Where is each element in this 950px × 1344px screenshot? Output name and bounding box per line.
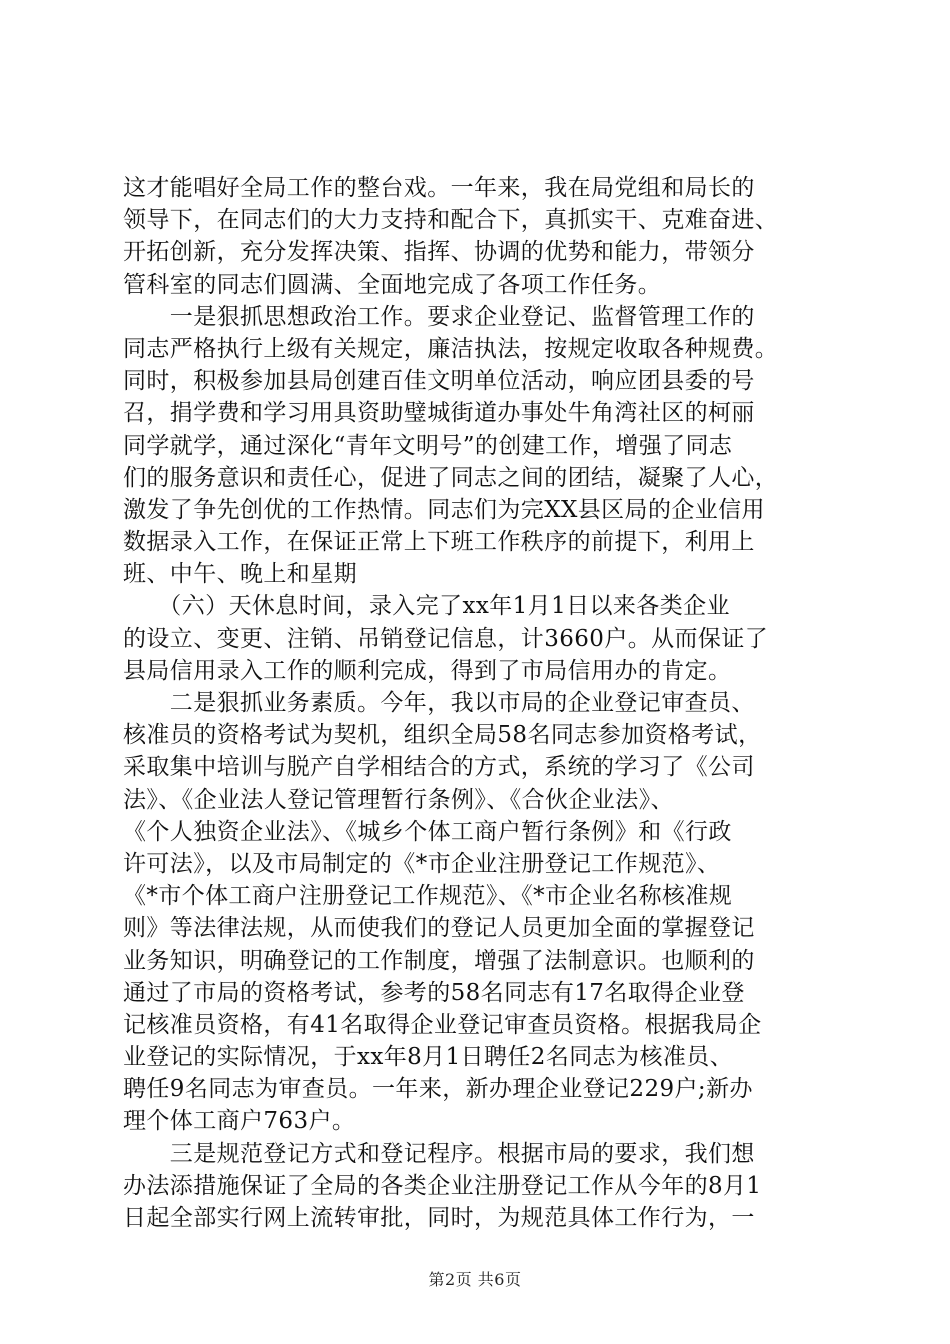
text-line: 许可法》，以及市局制定的《*市企业注册登记工作规范》、: [123, 850, 721, 877]
body-text: [123, 172, 833, 1234]
text-line: （六）天休息时间，录入完了xx年1月1日以来各类企业: [123, 593, 730, 620]
text-line: 县局信用录入工作的顺利完成，得到了市局信用办的肯定。: [123, 657, 732, 684]
page-number-footer: 第2页 共6页: [428, 1270, 522, 1289]
text-line: 二是狠抓业务素质。今年，我以市局的企业登记审查员、: [123, 690, 755, 716]
text-line: 的设立、变更、注销、吊销登记信息，计3660户。从而保证了: [123, 625, 769, 652]
text-line: 理个体工商户763户。: [123, 1108, 356, 1135]
text-line: 同学就学，通过深化“青年文明号”的创建工作，增强了同志: [123, 432, 733, 459]
text-line: 同时，积极参加县局创建百佳文明单位活动，响应团县委的号: [123, 368, 755, 395]
text-line: 管科室的同志们圆满、全面地完成了各项工作任务。: [123, 271, 662, 298]
text-line: 则》等法律法规，从而使我们的登记人员更加全面的掌握登记: [123, 915, 755, 942]
text-line: 采取集中培训与脱产自学相结合的方式，系统的学习了《公司: [123, 754, 755, 781]
text-line: 业务知识，明确登记的工作制度，增强了法制意识。也顺利的: [123, 947, 755, 974]
text-line: 《个人独资企业法》、《城乡个体工商户暂行条例》和《行政: [123, 818, 732, 845]
text-line: 班、中午、晚上和星期: [123, 561, 357, 588]
text-line: 核准员的资格考试为契机，组织全局58名同志参加资格考试，: [123, 722, 762, 749]
text-line: 记核准员资格，有41名取得企业登记审查员资格。根据我局企: [123, 1011, 762, 1038]
text-line: 业登记的实际情况，于xx年8月1日聘任2名同志为核准员、: [123, 1044, 734, 1071]
text-line: 聘任9名同志为审查员。一年来，新办理企业登记229户;新办: [123, 1076, 753, 1103]
text-line: 们的服务意识和责任心，促进了同志之间的团结，凝聚了人心，: [123, 464, 779, 491]
text-line: 这才能唱好全局工作的整台戏。一年来，我在局党组和局长的: [123, 175, 755, 201]
text-line: 法》、《企业法人登记管理暂行条例》、《合伙企业法》、: [123, 786, 674, 813]
text-line: 办法添措施保证了全局的各类企业注册登记工作从今年的8月1: [123, 1172, 762, 1199]
text-line: 同志严格执行上级有关规定，廉洁执法，按规定收取各种规费。: [123, 335, 779, 362]
text-line: 《*市个体工商户注册登记工作规范》、《*市企业名称核准规: [123, 883, 733, 910]
text-line: 通过了市局的资格考试，参考的58名同志有17名取得企业登: [123, 979, 745, 1006]
text-line: 召，捐学费和学习用具资助璧城街道办事处牛角湾社区的柯丽: [123, 400, 755, 427]
text-line: 一是狠抓思想政治工作。要求企业登记、监督管理工作的: [123, 303, 755, 330]
text-line: 激发了争先创优的工作热情。同志们为完XX县区局的企业信用: [123, 496, 765, 523]
text-line: 领导下，在同志们的大力支持和配合下，真抓实干、克难奋进、: [123, 207, 779, 234]
text-line: 三是规范登记方式和登记程序。根据市局的要求，我们想: [123, 1140, 755, 1167]
text-line: 日起全部实行网上流转审批，同时，为规范具体工作行为，一: [123, 1205, 755, 1231]
text-line: 数据录入工作，在保证正常上下班工作秩序的前提下，利用上: [123, 529, 755, 556]
text-line: 开拓创新，充分发挥决策、指挥、协调的优势和能力，带领分: [123, 239, 755, 266]
